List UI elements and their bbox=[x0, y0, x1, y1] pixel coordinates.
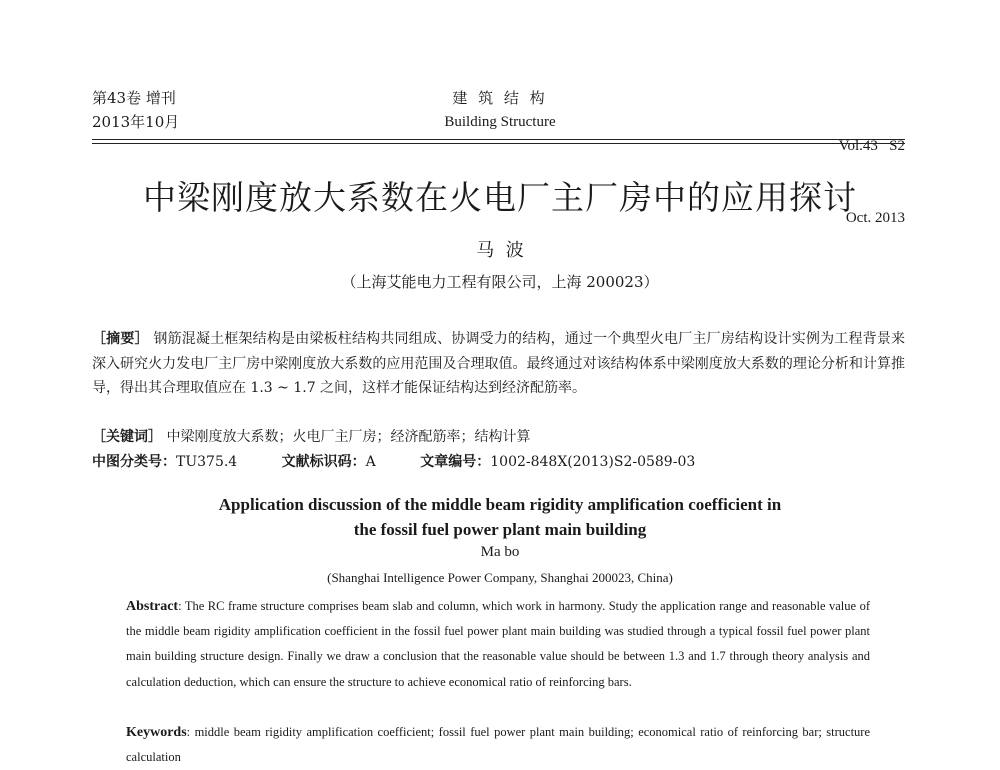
clc-value: TU375.4 bbox=[176, 454, 238, 470]
paper-title-en-line1: Application discussion of the middle beam rigidity amplification coefficient in bbox=[218, 495, 782, 514]
affiliation-cn: （上海艾能电力工程有限公司，上海 200023） bbox=[341, 273, 659, 291]
volume: Vol.43 S2 bbox=[838, 138, 905, 154]
clc-label: 中图分类号： bbox=[92, 454, 176, 470]
journal-volume bbox=[839, 86, 905, 254]
author-en: Ma bo bbox=[480, 544, 520, 560]
date-en: Oct. 2013 bbox=[845, 210, 905, 226]
journal-name-en: Building Structure bbox=[444, 114, 556, 130]
keywords-en-label: Keywords bbox=[126, 725, 187, 740]
classification-line bbox=[92, 450, 905, 475]
date-cn: 2013年10月 bbox=[92, 113, 180, 131]
header-rule-bottom bbox=[92, 143, 905, 144]
doc-code-value: A bbox=[365, 454, 376, 470]
abstract-cn-label: ［摘要］ bbox=[92, 331, 149, 347]
header-rule-top bbox=[92, 139, 905, 140]
keywords-en-text: : middle beam rigidity amplification coefficient; fossil fuel power plant main building; economical ratio of reinforcing bar; structure calculation bbox=[126, 725, 870, 765]
keywords-cn bbox=[92, 425, 905, 450]
issue-cn: 第43卷 增刊 bbox=[92, 89, 176, 107]
paper-title-en-line2: the fossil fuel power plant main building bbox=[353, 520, 647, 539]
affiliation-en: (Shanghai Intelligence Power Company, Shanghai 200023, China) bbox=[327, 570, 673, 585]
keywords-en bbox=[126, 720, 870, 770]
paper-title-cn: 中梁刚度放大系数在火电厂主厂房中的应用探讨 bbox=[143, 178, 857, 217]
article-no-value: 1002-848X(2013)S2-0589-03 bbox=[490, 454, 696, 470]
doc-code-label: 文献标识码： bbox=[281, 454, 366, 470]
author-cn: 马 波 bbox=[476, 240, 524, 261]
article-no-label: 文章编号： bbox=[420, 454, 491, 470]
journal-name bbox=[380, 86, 620, 134]
abstract-en-text: : The RC frame structure comprises beam slab and column, which work in harmony. Study the application range and reasonable value of the middle beam rigidity amplification coefficient in the fossil fuel power plant main building was studied through a typical fossil fuel power plant main building structure design. Finally we draw a conclusion that the reasonable value should be between 1.3 and 1.7 through theory analysis and calculation deduction, which can ensure the structure to achieve economical ratio of reinforcing bars. bbox=[126, 599, 870, 689]
journal-name-cn: 建 筑 结 构 bbox=[452, 89, 548, 107]
abstract-en-label: Abstract bbox=[126, 599, 179, 614]
abstract-en bbox=[126, 594, 870, 695]
abstract-cn-text: 钢筋混凝土框架结构是由梁板柱结构共同组成、协调受力的结构，通过一个典型火电厂主厂房结构设计实例为工程背景来深入研究火力发电厂主厂房中梁刚度放大系数的应用范围及合理取值。最终通过对该结构体系中梁刚度放大系数的理论分析和计算推导，得出其合理取值应在 1.3 ~ 1.7 之间，这样才能保证结构达到经济配筋率。 bbox=[92, 331, 906, 396]
keywords-cn-text: 中梁刚度放大系数；火电厂主厂房；经济配筋率；结构计算 bbox=[166, 429, 531, 445]
keywords-cn-label: ［关键词］ bbox=[92, 429, 162, 445]
journal-issue-cn bbox=[92, 86, 179, 134]
abstract-cn bbox=[92, 327, 905, 401]
